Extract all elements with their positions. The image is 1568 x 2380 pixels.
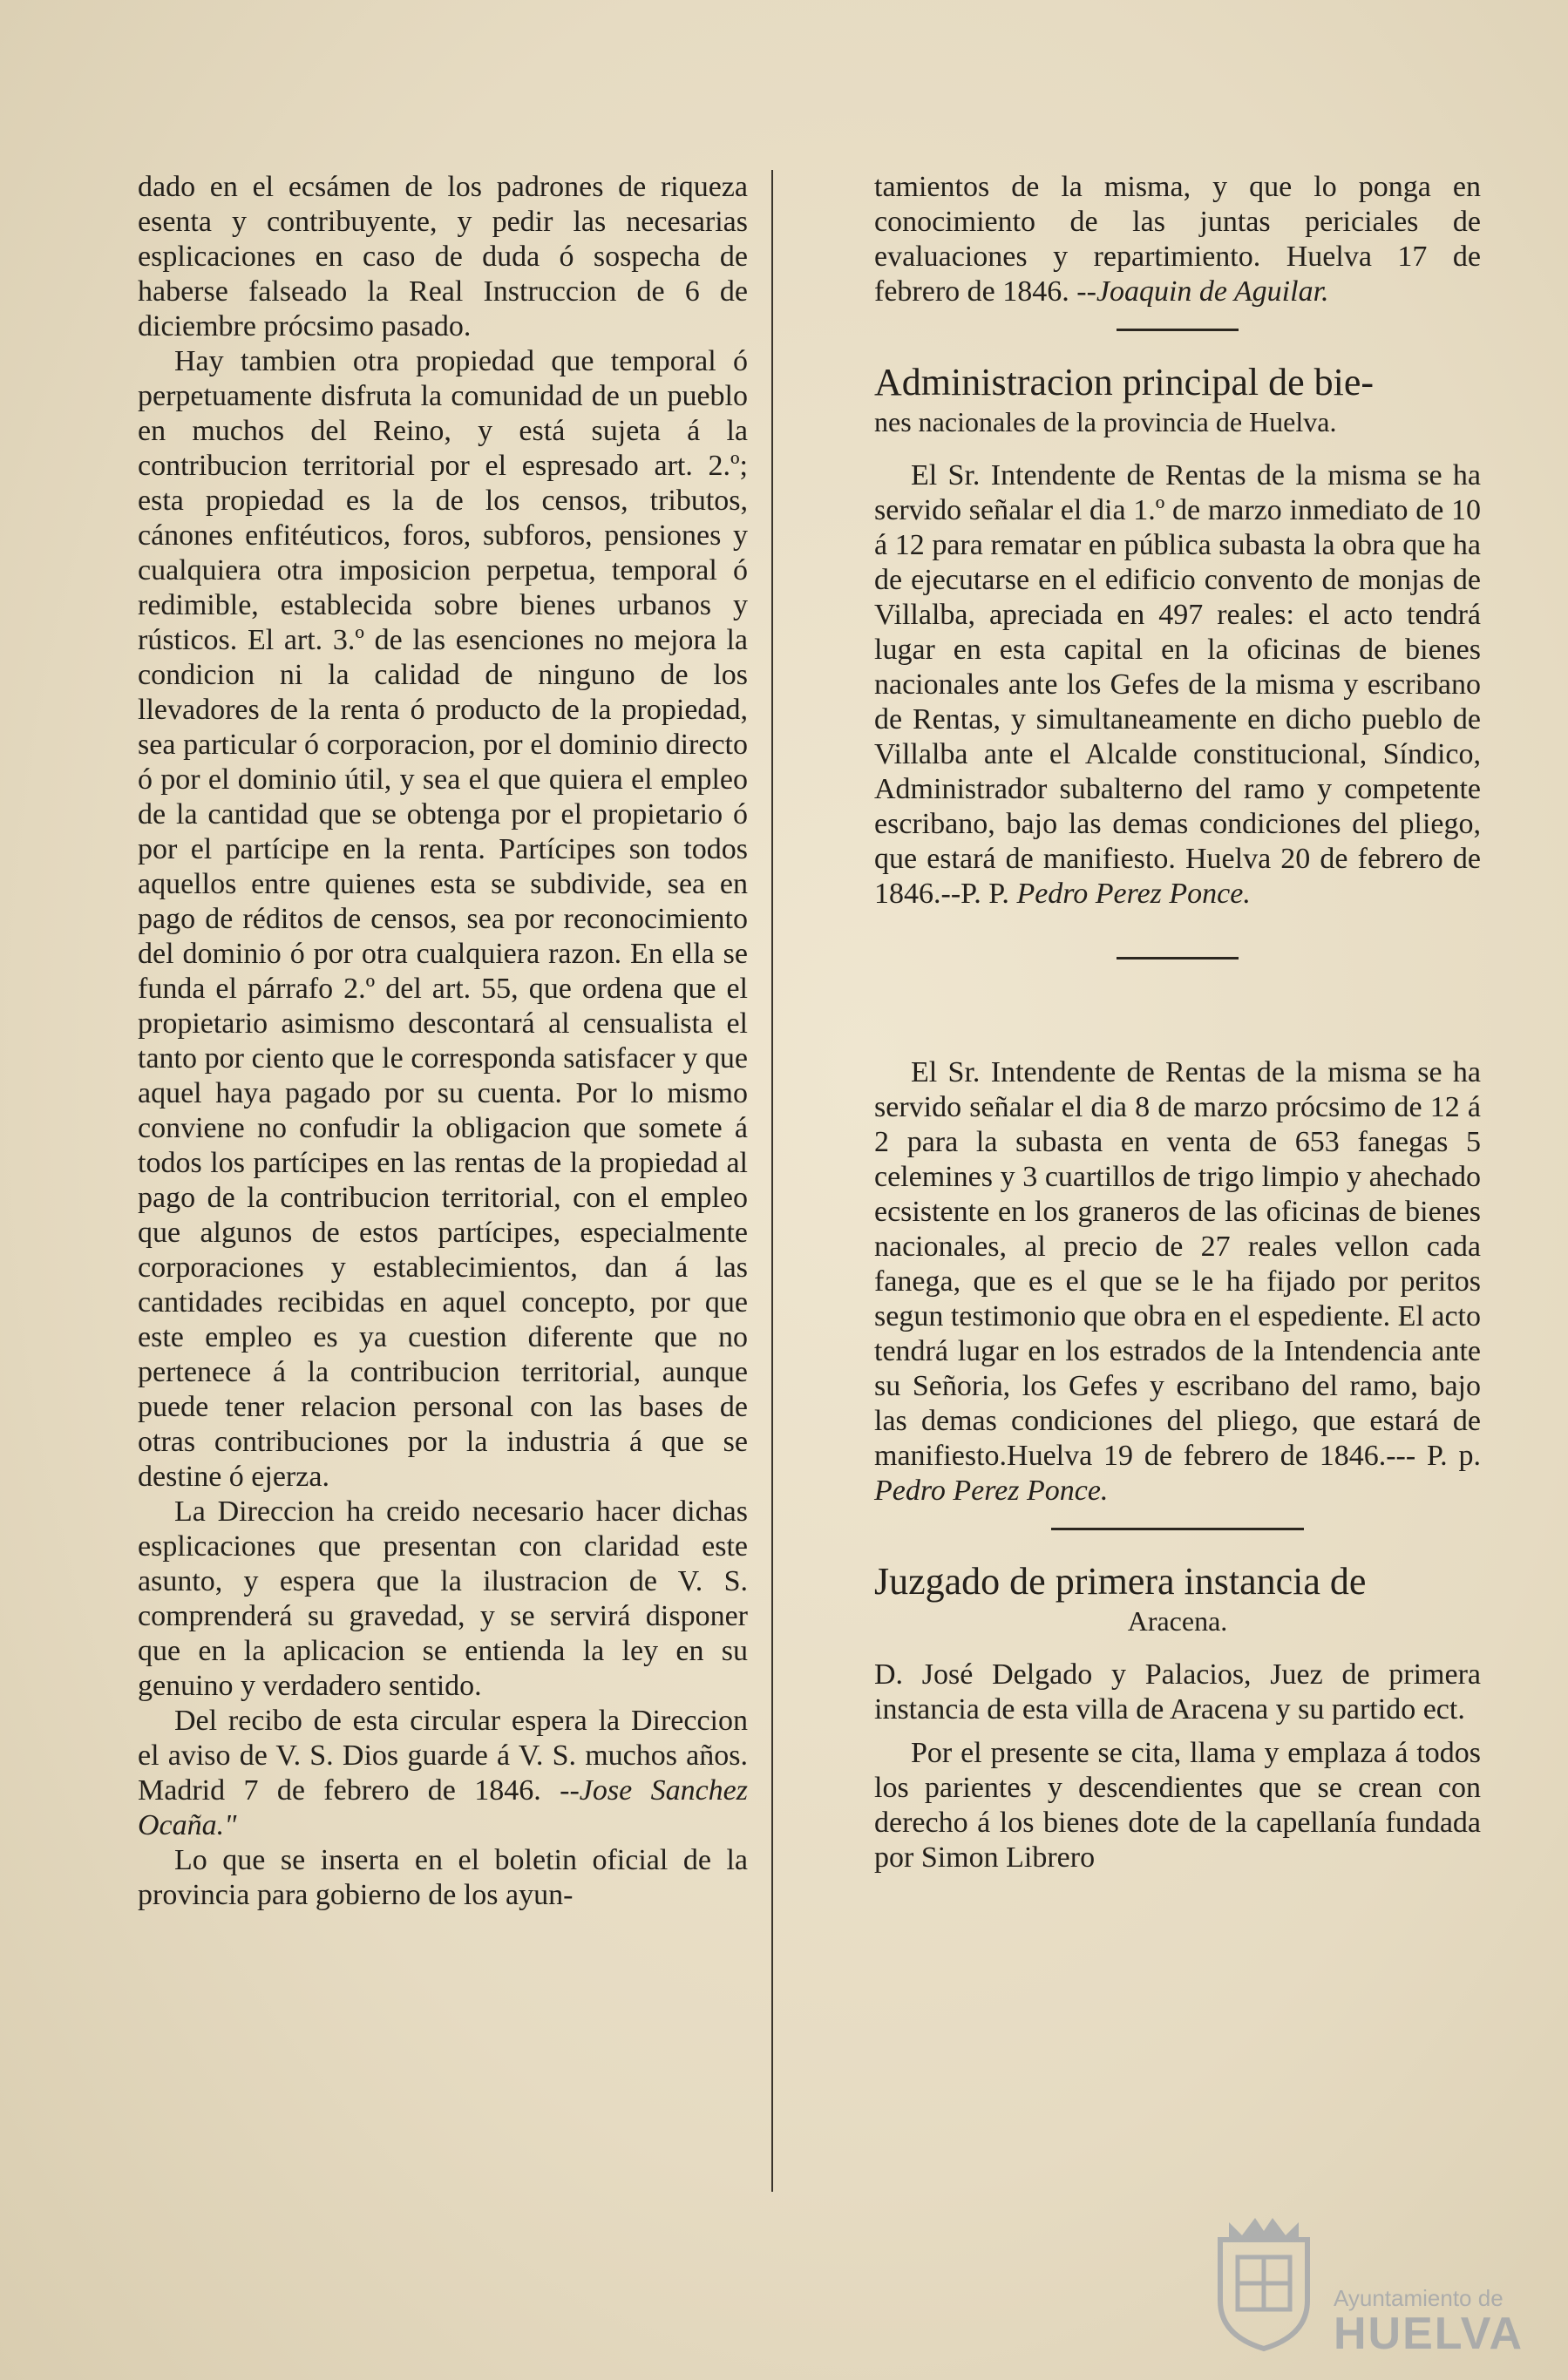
paragraph-text: Del recibo de esta circular espera la Direccion el aviso de V. S. Dios guarde á V. S. muchos años. Madrid 7 de febrero de 1846.	[138, 1705, 748, 1807]
paragraph: Por el presente se cita, llama y emplaza á todos los parientes y descendientes que se crean con derecho á los bienes dote de la capellanía fundada por Simon Librero	[874, 1737, 1481, 1874]
section-heading: Administracion principal de bie-	[874, 361, 1375, 403]
paragraph-text: El Sr. Intendente de Rentas de la misma se ha servido señalar el dia 1.º de marzo inmediato de 10 á 12 para rematar en pública subasta la obra que ha de ejecutarse en el edificio convento de monjas de Villalba, apreciada en 497 reales: el acto tendrá lugar en esta capital en la oficinas de bienes nacionales ante los Gefes de la misma y escribano de Rentas, y simultaneamente en dicho pueblo de Villalba ante el Alcalde constitucional, Síndico, Administrador subalterno del ramo y competente escribano, bajo las demas condiciones del pliego, que estará de manifiesto. Huelva 20 de febrero de 1846.--P. P.	[874, 459, 1481, 910]
paragraph: dado en el ecsámen de los padrones de riqueza esenta y contribuyente, y pedir las necesarias esplicaciones en caso de duda ó sospecha de haberse falseado la Real Instruccion de 6 de diciembre prócsimo pasado.	[138, 171, 748, 342]
section-subheading: nes nacionales de la provincia de Huelva.	[874, 406, 1337, 437]
signature: Pedro Perez Ponce.	[1016, 878, 1251, 910]
column-divider	[771, 170, 773, 2192]
city-seal-icon	[1203, 2205, 1325, 2353]
signature: --Joaquin de Aguilar.	[1076, 275, 1329, 308]
left-column	[138, 170, 748, 1913]
section-heading: Juzgado de primera instancia de	[874, 1560, 1367, 1603]
paragraph: Lo que se inserta en el boletin oficial de la provincia para gobierno de los ayun-	[138, 1844, 748, 1911]
section-rule	[1117, 329, 1239, 331]
paragraph: D. José Delgado y Palacios, Juez de primera instancia de esta villa de Aracena y su partido ect.	[874, 1658, 1481, 1726]
paragraph	[138, 1704, 748, 1843]
paragraph	[874, 170, 1481, 309]
paragraph-text: tamientos de la misma, y que lo ponga en conocimiento de las juntas periciales de evaluaciones y repartimiento. Huelva 17 de febrero de 1846.	[874, 171, 1481, 308]
right-column	[874, 170, 1481, 1875]
signature: Pedro Perez Ponce.	[874, 1475, 1109, 1507]
watermark-line1: Ayuntamiento de	[1334, 2285, 1504, 2311]
signature: --Jose Sanchez Ocaña."	[138, 1774, 748, 1841]
paragraph: Hay tambien otra propiedad que temporal ó perpetuamente disfruta la comunidad de un pueblo en muchos del Reino, y está sujeta á la contribucion territorial por el espresado art. 2.º; esta propiedad es la de los censos, tributos, cánones enfitéuticos, foros, subforos, pensiones y cualquiera otra imposicion perpetua, temporal ó redimible, establecida sobre bienes urbanos y rústicos. El art. 3.º de las esenciones no mejora la condicion ni la calidad de ninguno de los llevadores de la renta ó producto de la propiedad, sea particular ó corporacion, por el dominio directo ó por el dominio útil, y sea el que quiera el empleo de la cantidad que se obtenga por el propietario ó por el partícipe en la renta. Partícipes son todos aquellos entre quienes esta se subdivide, sea en pago de réditos de censos, sea por reconocimiento del dominio ó por otra cualquiera razon. En ella se funda el párrafo 2.º del art. 55, que ordena que el propietario asimismo descontará al censualista el tanto por ciento que le corresponda satisfacer y que aquel haya pagado por su cuenta. Por lo mismo conviene no confudir la obligacion que somete á todos los partícipes en las rentas de la propiedad al pago de la contribucion territorial, con el empleo que algunos de estos partícipes, especialmente corporaciones y establecimientos, dan á las cantidades recibidas en aquel concepto, por que este empleo es ya cuestion diferente que no pertenece á la contribucion territorial, aunque puede tener relacion personal con las bases de otras contribuciones por la industria á que se destine ó ejerza.	[138, 345, 748, 1493]
paragraph: La Direccion ha creido necesario hacer dichas esplicaciones que presentan con claridad este asunto, y espera que la ilustracion de V. S. comprenderá su gravedad, y se servirá disponer que en la aplicacion se entienda la ley en su genuino y verdadero sentido.	[138, 1495, 748, 1702]
section-rule	[1051, 1528, 1304, 1530]
watermark	[1203, 2205, 1524, 2359]
section-rule	[1117, 957, 1239, 959]
paragraph-text: El Sr. Intendente de Rentas de la misma se ha servido señalar el dia 8 de marzo prócsimo de 12 á 2 para la subasta en venta de 653 fanegas 5 celemines y 3 cuartillos de trigo limpio y ahechado ecsistente en los graneros de las oficinas de bienes nacionales, al precio de 27 reales vellon cada fanega, que es el que se le ha fijado por peritos segun testimonio que obra en el espediente. El acto tendrá lugar en los estrados de la Intendencia ante su Señoria, los Gefes y escribano del ramo, bajo las demas condiciones del pliego, que estará de manifiesto.Huelva 19 de febrero de 1846.--- P. p.	[874, 1056, 1481, 1472]
paragraph	[874, 1055, 1481, 1509]
section-subheading: Aracena.	[1127, 1605, 1228, 1637]
watermark-line2: HUELVA	[1334, 2309, 1524, 2359]
paragraph	[874, 458, 1481, 912]
